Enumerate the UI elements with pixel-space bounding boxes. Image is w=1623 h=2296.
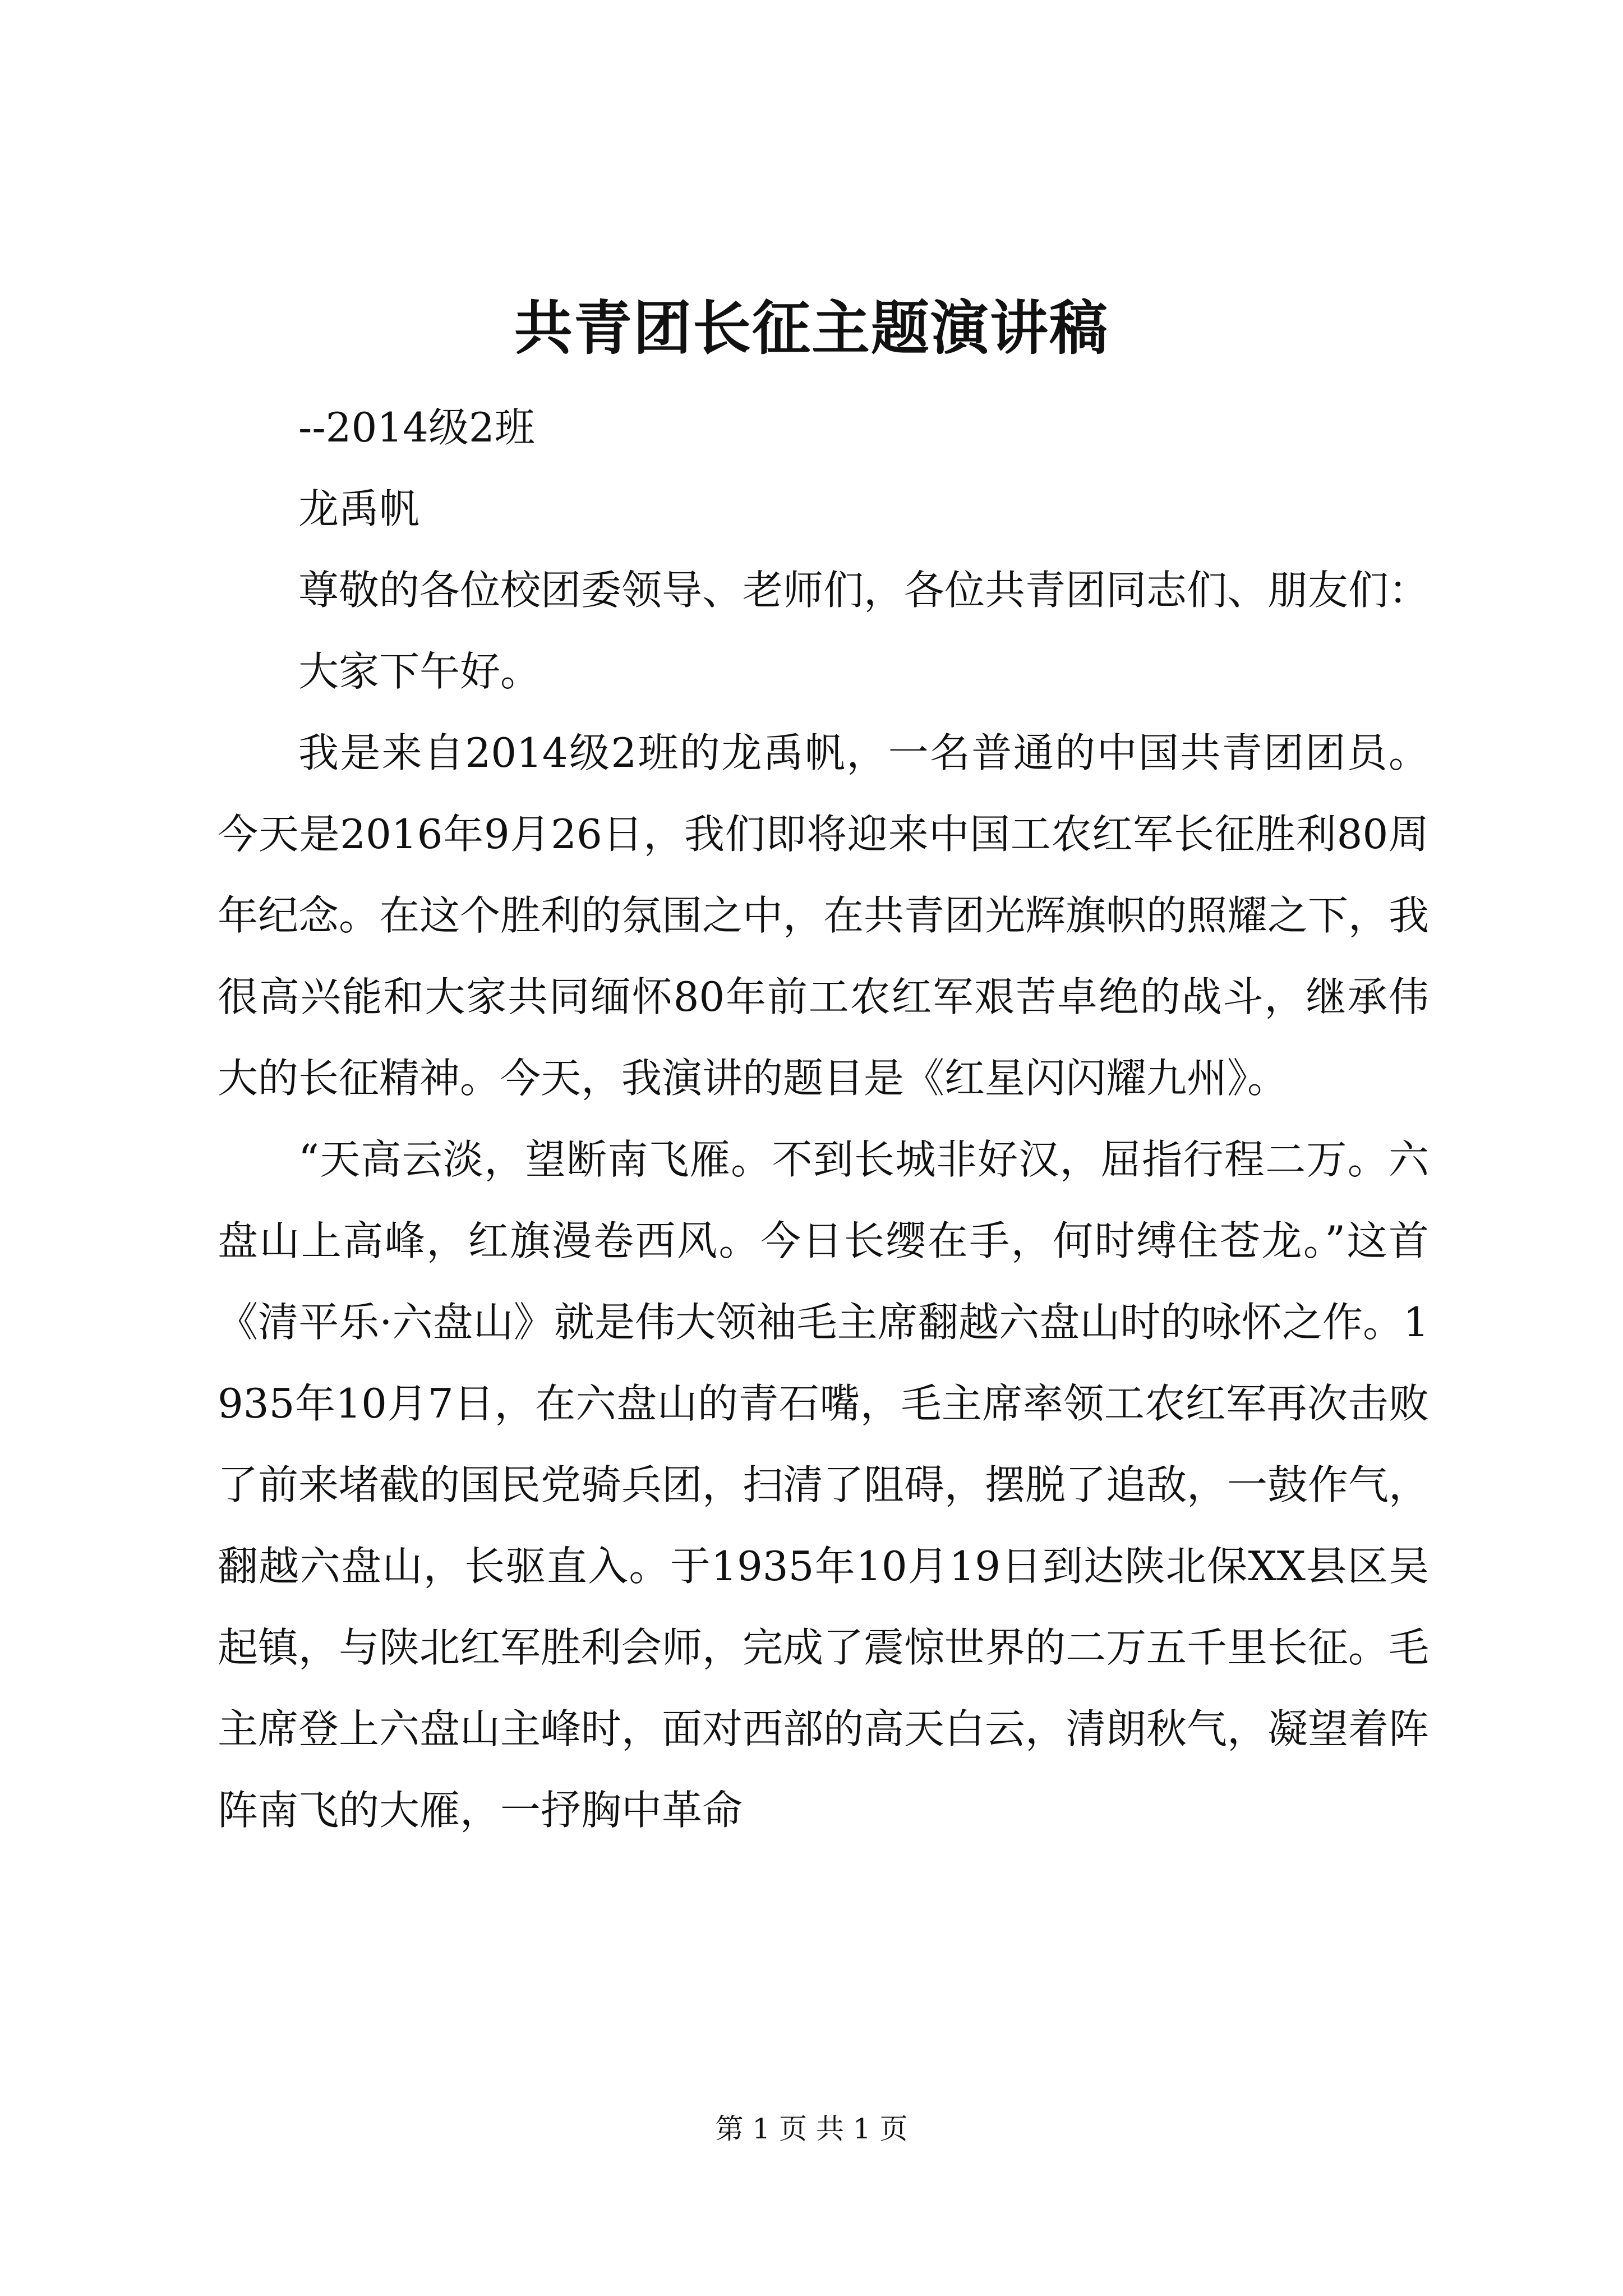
- document-body: [218, 387, 1429, 1851]
- class-line: --2014级2班: [298, 404, 535, 451]
- poem-paragraph: “天高云淡，望断南飞雁。不到长城非好汉，屈指行程二万。六盘山上高峰，红旗漫卷西风。今日长缨在手，何时缚住苍龙。”这首《清平乐·六盘山》就是伟大领袖毛主席翻越六盘山时的咏怀之作。1935年10月7日，在六盘山的青石嘴，毛主席率领工农红军再次击败了前来堵截的国民党骑兵团，扫清了阻碍，摆脱了追敌，一鼓作气，翻越六盘山，长驱直入。于1935年10月19日到达陕北保XX县区吴起镇，与陕北红军胜利会师，完成了震惊世界的二万五千里长征。毛主席登上六盘山主峰时，面对西部的高天白云，清朗秋气，凝望着阵阵南飞的大雁，一抒胸中革命: [218, 1136, 1430, 1834]
- page-number-footer: 第 1 页 共 1 页: [715, 2113, 908, 2145]
- author-name: 龙禹帆: [298, 485, 420, 532]
- greeting: 大家下午好。: [298, 648, 541, 695]
- document-title: 共青团长征主题演讲稿: [514, 293, 1109, 362]
- intro-paragraph: 我是来自2014级2班的龙禹帆，一名普通的中国共青团团员。今天是2016年9月26日，我们即将迎来中国工农红军长征胜利80周年纪念。在这个胜利的氛围之中，在共青团光辉旗帜的照耀之下，我很高兴能和大家共同缅怀80年前工农红军艰苦卓绝的战斗，继承伟大的长征精神。今天，我演讲的题目是《红星闪闪耀九州》。: [218, 729, 1430, 1102]
- salutation: 尊敬的各位校团委领导、老师们，各位共青团同志们、朋友们：: [298, 567, 1430, 614]
